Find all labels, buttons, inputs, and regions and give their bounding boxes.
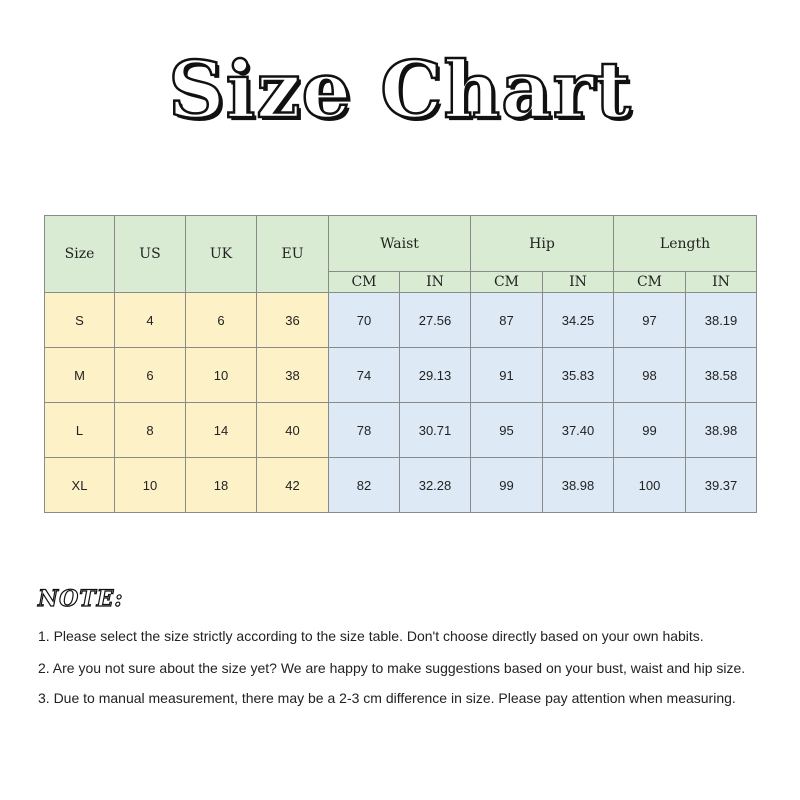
cell-eu: 38 bbox=[257, 348, 329, 403]
unit-hip-in: IN bbox=[543, 272, 614, 293]
cell-waist-cm: 82 bbox=[329, 458, 400, 513]
page-title: Size Chart bbox=[168, 45, 632, 136]
cell-eu: 36 bbox=[257, 293, 329, 348]
cell-us: 6 bbox=[115, 348, 186, 403]
header-waist: Waist bbox=[329, 216, 471, 272]
cell-waist-cm: 70 bbox=[329, 293, 400, 348]
unit-length-cm: CM bbox=[614, 272, 686, 293]
table-header-row bbox=[45, 216, 757, 272]
table-row bbox=[45, 348, 757, 403]
cell-uk: 10 bbox=[186, 348, 257, 403]
cell-length-in: 39.37 bbox=[686, 458, 757, 513]
header-eu: EU bbox=[257, 216, 329, 293]
cell-size: M bbox=[45, 348, 115, 403]
header-us: US bbox=[115, 216, 186, 293]
cell-hip-in: 38.98 bbox=[543, 458, 614, 513]
cell-uk: 14 bbox=[186, 403, 257, 458]
cell-uk: 18 bbox=[186, 458, 257, 513]
unit-waist-cm: CM bbox=[329, 272, 400, 293]
cell-length-in: 38.98 bbox=[686, 403, 757, 458]
cell-hip-cm: 95 bbox=[471, 403, 543, 458]
cell-hip-cm: 87 bbox=[471, 293, 543, 348]
cell-size: L bbox=[45, 403, 115, 458]
cell-size: XL bbox=[45, 458, 115, 513]
cell-size: S bbox=[45, 293, 115, 348]
cell-eu: 42 bbox=[257, 458, 329, 513]
unit-length-in: IN bbox=[686, 272, 757, 293]
cell-hip-in: 34.25 bbox=[543, 293, 614, 348]
header-length: Length bbox=[614, 216, 757, 272]
note-item-1: 1. Please select the size strictly according to the size table. Don't choose directly based on your own habits. bbox=[38, 628, 704, 644]
table-row bbox=[45, 458, 757, 513]
cell-waist-cm: 78 bbox=[329, 403, 400, 458]
size-table bbox=[44, 215, 757, 513]
table-row bbox=[45, 293, 757, 348]
cell-hip-in: 35.83 bbox=[543, 348, 614, 403]
cell-waist-cm: 74 bbox=[329, 348, 400, 403]
header-hip: Hip bbox=[471, 216, 614, 272]
cell-hip-cm: 91 bbox=[471, 348, 543, 403]
cell-length-cm: 99 bbox=[614, 403, 686, 458]
cell-waist-in: 30.71 bbox=[400, 403, 471, 458]
cell-length-in: 38.19 bbox=[686, 293, 757, 348]
note-item-3: 3. Due to manual measurement, there may be a 2-3 cm difference in size. Please pay attention when measuring. bbox=[38, 690, 736, 706]
cell-us: 4 bbox=[115, 293, 186, 348]
cell-hip-in: 37.40 bbox=[543, 403, 614, 458]
cell-us: 10 bbox=[115, 458, 186, 513]
cell-hip-cm: 99 bbox=[471, 458, 543, 513]
table-row bbox=[45, 403, 757, 458]
cell-uk: 6 bbox=[186, 293, 257, 348]
cell-length-cm: 97 bbox=[614, 293, 686, 348]
cell-eu: 40 bbox=[257, 403, 329, 458]
header-uk: UK bbox=[186, 216, 257, 293]
note-item-2: 2. Are you not sure about the size yet? We are happy to make suggestions based on your bust, waist and hip size. bbox=[38, 660, 746, 676]
unit-hip-cm: CM bbox=[471, 272, 543, 293]
cell-waist-in: 32.28 bbox=[400, 458, 471, 513]
cell-length-in: 38.58 bbox=[686, 348, 757, 403]
cell-us: 8 bbox=[115, 403, 186, 458]
note-heading: NOTE: bbox=[38, 586, 124, 612]
cell-waist-in: 27.56 bbox=[400, 293, 471, 348]
cell-length-cm: 98 bbox=[614, 348, 686, 403]
cell-waist-in: 29.13 bbox=[400, 348, 471, 403]
unit-waist-in: IN bbox=[400, 272, 471, 293]
header-size: Size bbox=[45, 216, 115, 293]
cell-length-cm: 100 bbox=[614, 458, 686, 513]
